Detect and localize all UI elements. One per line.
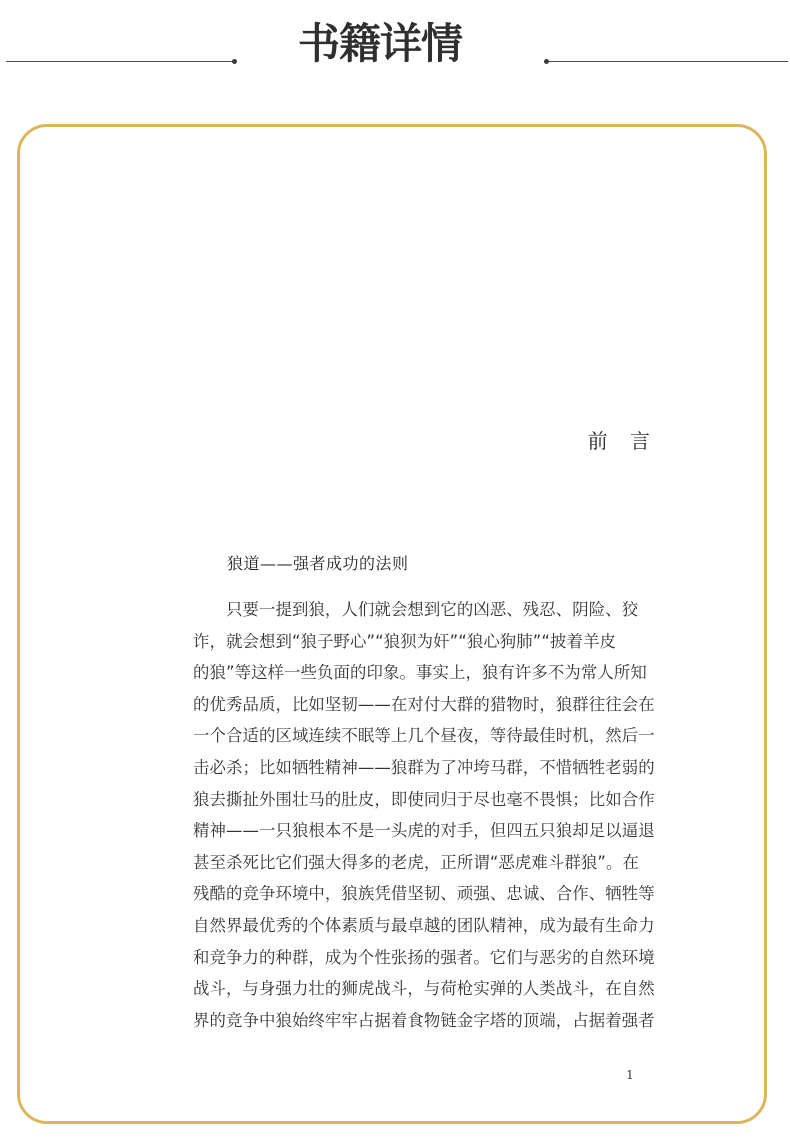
header-divider-right — [548, 61, 788, 62]
body-line: 残酷的竞争环境中，狼族凭借坚韧、顽强、忠诚、合作、牺牲等 — [193, 884, 655, 904]
page-title: 书籍详情 — [297, 19, 462, 68]
page-number: 1 — [626, 1068, 634, 1082]
body-line: 甚至杀死比它们强大得多的老虎，正所谓“恶虎难斗群狼”。在 — [193, 852, 639, 872]
body-line: 的优秀品质，比如坚韧——在对付大群的猎物时，狼群往往会在 — [193, 694, 655, 714]
body-line: 诈，就会想到“狼子野心”“狼狈为奸”“狼心狗肺”“披着羊皮 — [193, 631, 616, 651]
body-line: 自然界最优秀的个体素质与最卓越的团队精神，成为最有生命力 — [193, 915, 655, 935]
preface-heading: 前 言 — [587, 429, 658, 453]
body-line: 只要一提到狼，人们就会想到它的凶恶、残忍、阴险、狡 — [193, 600, 639, 619]
body-line: 击必杀；比如牺牲精神——狼群为了冲垮马群，不惜牺牲老弱的 — [193, 757, 655, 777]
body-line: 精神——一只狼根本不是一头虎的对手，但四五只狼却足以逼退 — [193, 821, 655, 841]
body-line: 的狼”等这样一些负面的印象。事实上，狼有许多不为常人所知 — [193, 663, 647, 683]
preface-body — [193, 594, 658, 1036]
body-line: 战斗，与身强力壮的狮虎战斗，与荷枪实弹的人类战斗，在自然 — [193, 979, 655, 999]
chapter-subtitle: 狼道——强者成功的法则 — [227, 554, 409, 573]
body-line: 和竞争力的种群，成为个性张扬的强者。它们与恶劣的自然环境 — [193, 947, 655, 967]
body-line: 界的竞争中狼始终牢牢占据着食物链金字塔的顶端，占据着强者 — [193, 1010, 655, 1030]
body-line: 狼去撕扯外围壮马的肚皮，即使同归于尽也毫不畏惧；比如合作 — [193, 789, 655, 809]
body-line: 一个合适的区域连续不眠等上几个昼夜，等待最佳时机，然后一 — [193, 726, 655, 746]
header-divider-left — [6, 61, 234, 62]
header-dot-left — [232, 59, 237, 64]
